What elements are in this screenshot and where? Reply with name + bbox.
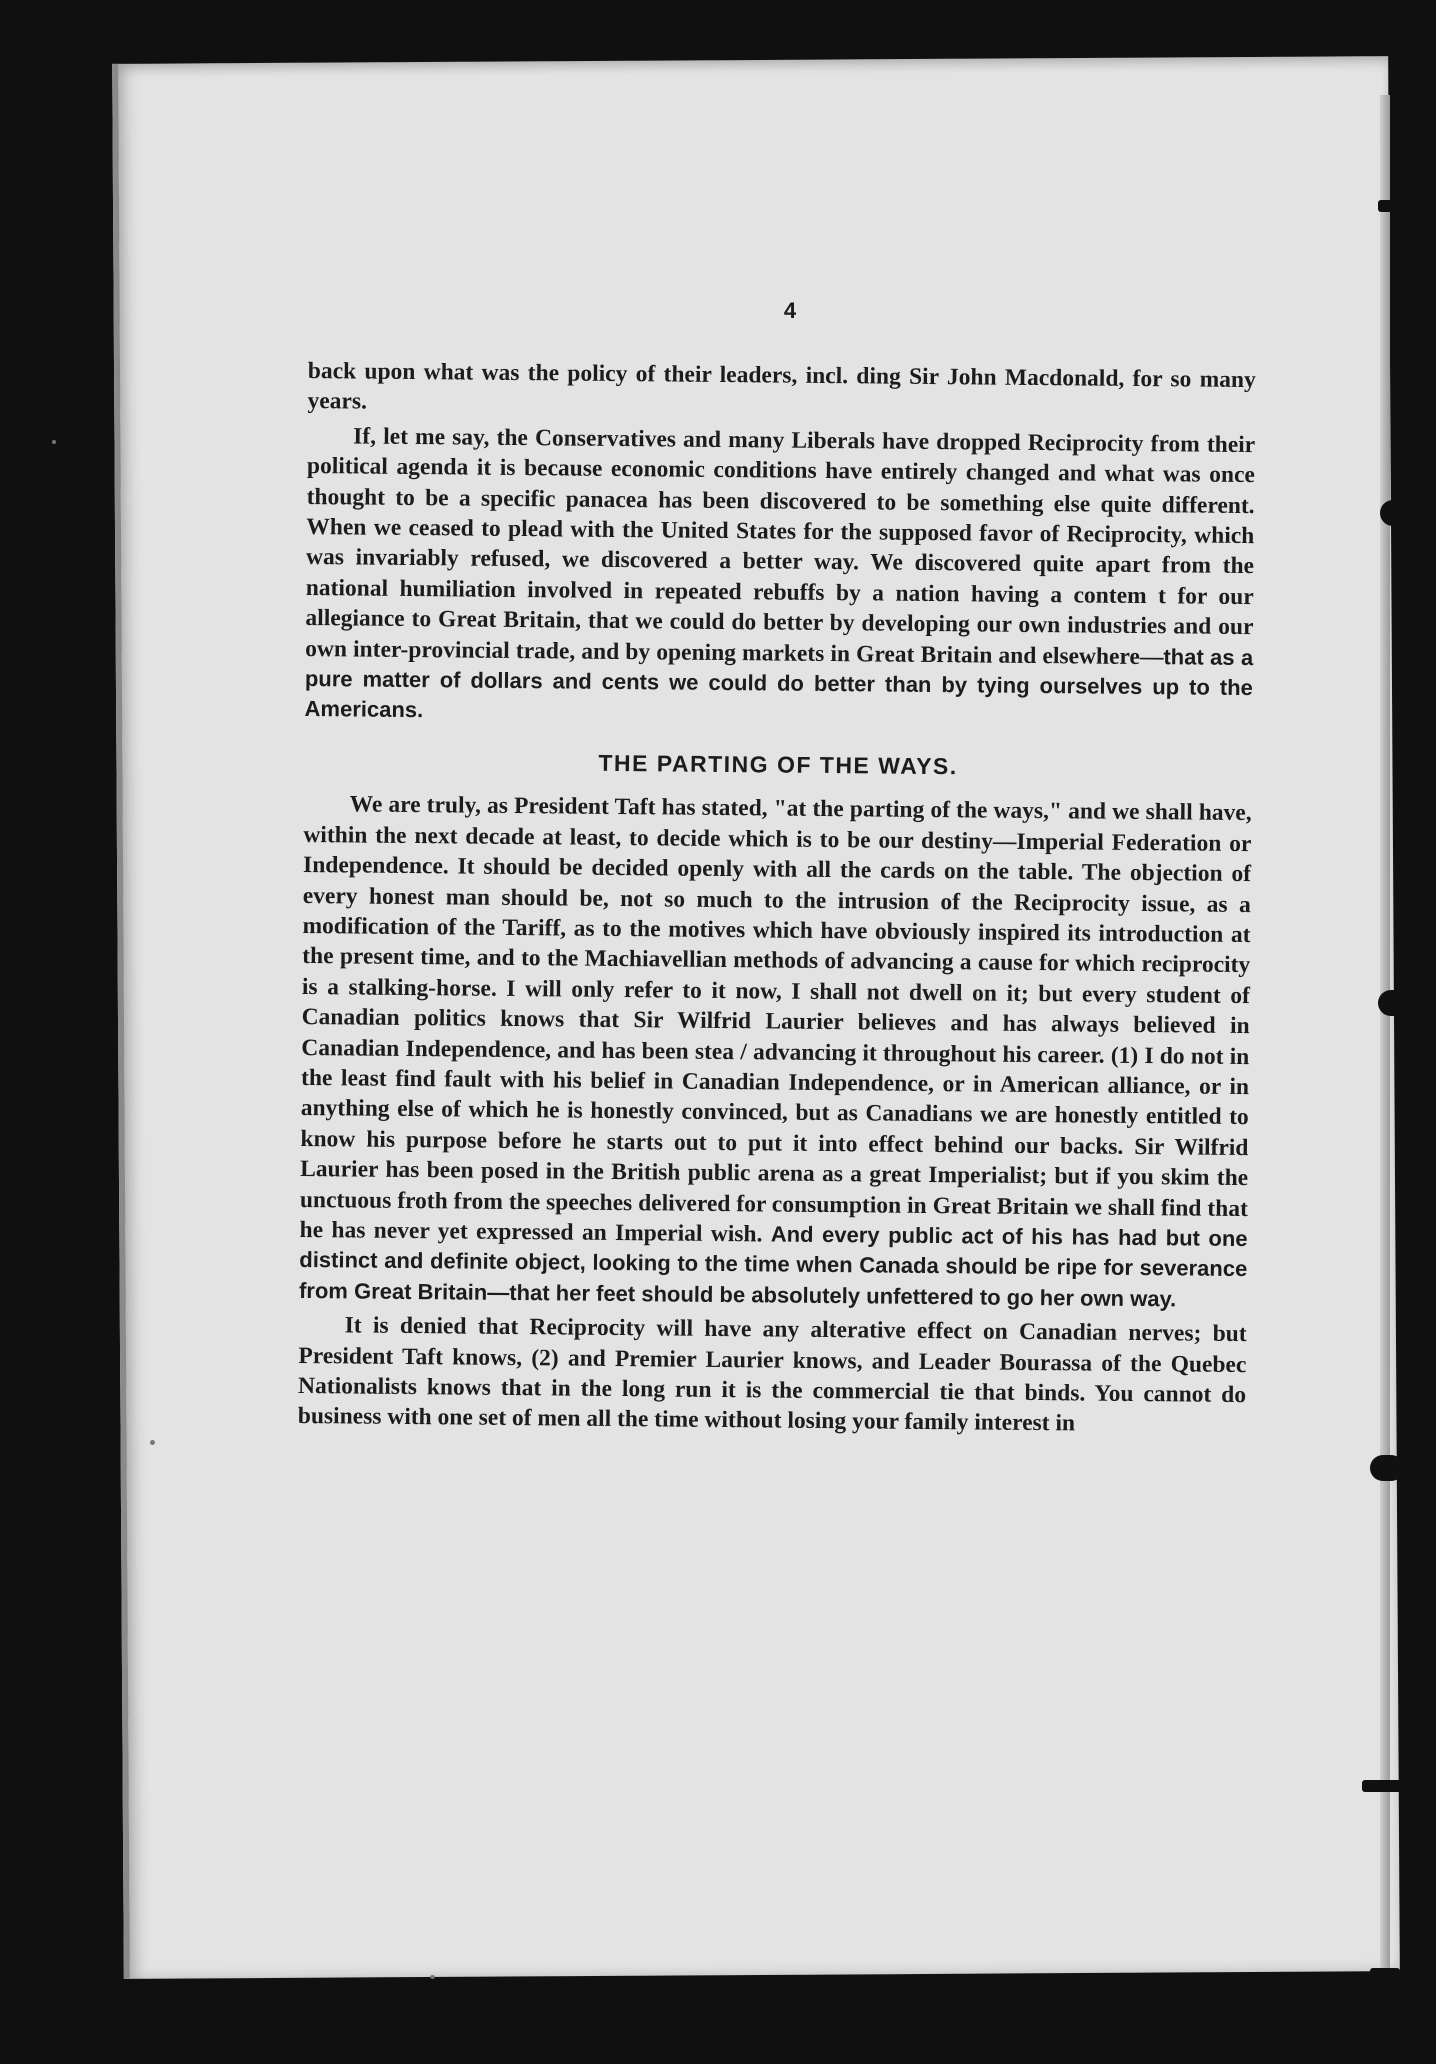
binding-mark <box>1370 1968 1400 1980</box>
binding-mark <box>1378 990 1412 1016</box>
binding-mark <box>1370 1455 1404 1481</box>
section-heading: THE PARTING OF THE WAYS. <box>598 749 958 780</box>
body-text <box>298 356 1256 1445</box>
paragraph-parting-of-ways <box>299 789 1252 1315</box>
paragraph-text: If, let me say, the Conservatives and many Liberals have dropped Reciprocity from their political agenda it is because economic conditions have entirely changed and what was once thought to be a specific panacea has been discovered to be something else quite different. When we ceased to plead with the United States for the supposed favor of Reciprocity, which was invariably refused, we discovered a better way. We discovered quite apart from the national humiliation involved in repeated rebuffs by a nation having a contem t for our allegiance to Great Britain, that we could do better by developing our own industries and our own inter-provincial trade, and by opening markets in Great Britain and elsewhere— <box>305 423 1256 670</box>
paragraph-conservatives <box>304 421 1255 734</box>
dust-speck <box>430 1975 435 1979</box>
dust-speck <box>52 440 56 444</box>
paragraph-emphasis: And every public act of his has had but one distinct and definite object, looking to the time when Canada should be ripe for severance from Great Britain—that her feet should be absolutely unfettered to go her own way. <box>298 1221 1248 1312</box>
paragraph-emphasis: that as a pure matter of dollars and cents we could do better than by tying ourselves up to the Americans. <box>304 643 1254 723</box>
page-number: 4 <box>783 298 797 323</box>
paragraph-reciprocity-denied: It is denied that Reciprocity will have any alterative effect on Canadian nerves; but President Taft knows, (2) and Premier Laurier knows, and Leader Bourassa of the Quebec Nationalists knows that in the long run it is the commercial tie that binds. You cannot do business with one set of men all the time without losing your family interest in <box>297 1312 1247 1437</box>
page-edge <box>1380 95 1390 1975</box>
paragraph-continuation: back upon what was the policy of their leaders, incl. ding Sir John Macdonald, for so many years. <box>307 357 1256 415</box>
binding-mark <box>1378 200 1422 212</box>
binding-mark <box>1362 1780 1406 1792</box>
paragraph-text: We are truly, as President Taft has stated, "at the parting of the ways," and we shall have, within the next decade at least, to decide which is to be our destiny—Imperial Federation or Independence. It should be decided openly with all the cards on the table. The objection of every honest man should be, not so much to the intrusion of the Reciprocity issue, as a modification of the Tariff, as to the motives which have obviously inspired its introduction at the present time, and to the Machiavellian methods of advancing a cause for which reciprocity is a stalking-horse. I will only refer to it now, I shall not dwell on it; but every student of Canadian politics knows that Sir Wilfrid Laurier believes and has always believed in Canadian Independence, and has been stea / advancing it throughout his career. (1) I do not in the least find fault with his belief in Canadian Independence, or in American alliance, or in anything else of which he is honestly convinced, but as Canadians we are honestly entitled to know his purpose before he starts out to put it into effect behind our backs. Sir Wilfrid Laurier has been posed in the British public arena as a great Imperialist; but if you skim the unctuous froth from the speeches delivered for consumption in Great Britain we shall find that he has never yet expressed an Imperial wish. <box>299 791 1252 1248</box>
dust-speck <box>150 1440 155 1445</box>
binding-mark <box>1380 500 1414 526</box>
